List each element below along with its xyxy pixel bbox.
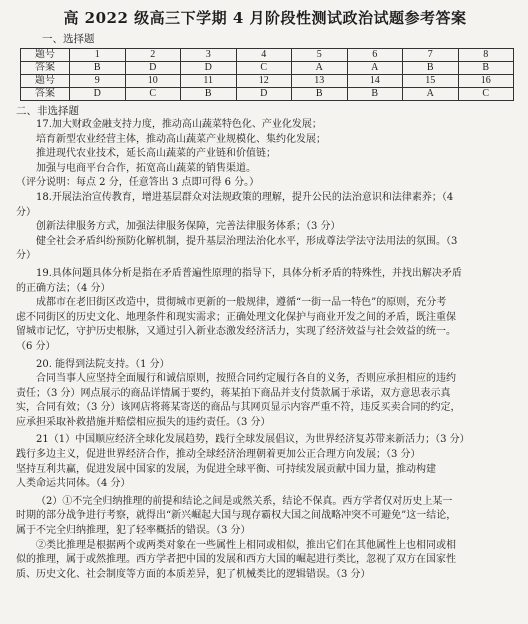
answer-line: 似的推理，属于或然推理。西方学者把中国的发展和西方大国的崛起进行类比，忽视了双方在国家性 [16,554,456,566]
answer-table-cell: 6 [347,49,403,62]
answer-table [20,48,514,101]
answer-table-header-cell: 答案 [21,88,70,101]
answer-table-cell: C [125,88,181,101]
answer-table-cell: D [236,88,292,101]
answer-line: 践行多边主义，促进世界经济合作，推动全球经济治理朝着更加公正合理方向发展；（3 分） [16,449,421,461]
answer-table-cell: 9 [70,75,126,88]
answer-table-cell: C [236,62,292,75]
answer-table-row [21,88,514,101]
answer-table-cell: D [125,62,181,75]
answer-line: 加强与电商平台合作，拓宽高山蔬菜的销售渠道。 [36,162,256,174]
answer-line: （2）①不完全归纳推理的前提和结论之间是或然关系，结论不保真。西方学者仅对历史上某一 [36,495,453,507]
answer-line: ②类比推理是根据两个或两类对象在一些属性上相同或相似，推出它们在其他属性上也相同或相 [36,539,456,551]
answer-table-cell: B [70,62,126,75]
answer-table-cell: 10 [125,75,181,88]
answer-table-cell: C [458,88,514,101]
answer-line: 21（1）中国顺应经济全球化发展趋势，践行全球发展倡议，为世界经济复苏带来新活力；（3 分） [36,434,470,446]
answer-table-cell: A [403,88,459,101]
answer-line: 责任；（3 分）网点展示的商品详情属于要约，蒋某拍下商品并支付货款属于承诺，双方意思表示真 [16,387,451,399]
answer-line: 属于不完全归纳推理，犯了轻率概括的错误。（3 分） [16,525,251,537]
answer-table-header-cell: 题号 [21,49,70,62]
answer-body [16,118,514,582]
answer-table-cell: D [181,62,237,75]
answer-line: 20. 能得到法院支持。（1 分） [36,358,170,370]
answer-table-cell: 3 [181,49,237,62]
answer-table-header-cell: 答案 [21,62,70,75]
answer-table-cell: 1 [70,49,126,62]
answer-line: 分） [16,206,36,218]
answer-table-row [21,49,514,62]
answer-table-cell: A [347,62,403,75]
answer-line: 人类命运共同体。（4 分） [16,478,131,490]
answer-table-cell: B [292,88,348,101]
answer-table-cell: 12 [236,75,292,88]
answer-table-cell: 13 [292,75,348,88]
answer-line: 18.开展法治宣传教育，增进基层群众对法规政策的理解，提升公民的法治意识和法律素养；（4 [36,191,454,203]
answer-line: 健全社会矛盾纠纷预防化解机制，提升基层治理法治化水平，形成尊法学法守法用法的氛围。（3 [36,235,458,247]
page-title: 高 2022 级高三下学期 4 月阶段性测试政治试题参考答案 [63,9,467,27]
answer-line: 创新法律服务方式，加强法律服务保障，完善法律服务体系；（3 分） [36,221,341,233]
answer-table-row [21,75,514,88]
answer-table-cell: 11 [181,75,237,88]
answer-line: 实，合同有效；（3 分）该网店将蒋某寄送的商品与其网页显示内容严重不符，违反买卖合同的约定， [16,402,461,414]
answer-line: 虑不同街区的历史文化、地理条件和现实需求；正确处理文化保护与商业开发之间的矛盾，既注重保 [16,311,456,323]
answer-line: 成都市在老旧街区改造中，贯彻城市更新的一般规律，遵循“一街一品一特色”的原则，充分考 [36,297,447,309]
answer-line: 坚持互利共赢，促进发展中国家的发展，为促进全球平衡、可持续发展贡献中国力量，推动构建 [16,463,436,475]
answer-table-cell: 5 [292,49,348,62]
answer-line: 推进现代农业技术，延长高山蔬菜的产业链和价值链； [36,148,276,160]
answer-line: 培育新型农业经营主体，推动高山蔬菜产业规模化、集约化发展； [36,133,326,145]
answer-line: （评分说明：每点 2 分，任意答出 3 点即可得 6 分。） [16,177,260,189]
answer-line: 时期的部分战争进行考察，就得出“新兴崛起大国与现存霸权大国之间战略冲突不可避免”这一结论， [16,510,457,522]
answer-table-cell: 4 [236,49,292,62]
answer-line: 17.加大财政金融支持力度，推动高山蔬菜特色化、产业化发展； [36,119,322,130]
answer-line: 合同当事人应坚持全面履行和诚信原则，按照合同约定履行各自的义务，否则应承担相应的违约 [36,373,456,385]
answer-line: 19.具体问题具体分析是指在矛盾普遍性原理的指导下，具体分析矛盾的特殊性，并找出解决矛盾 [36,267,462,279]
answer-table-cell: B [403,62,459,75]
answer-line: （6 分） [16,340,56,352]
answer-table-cell: 8 [458,49,514,62]
answer-table-cell: 14 [347,75,403,88]
answer-line: 应承担采取补救措施并赔偿相应损失的违约责任。（3 分） [16,416,271,428]
answer-line: 留城市记忆，守护历史根脉，又通过引入新业态激发经济活力，实现了经济效益与社会效益的统一。 [16,326,456,338]
answer-table-cell: 16 [458,75,514,88]
answer-table-cell: B [347,88,403,101]
answer-line: 的正确方法；（4 分） [16,282,111,294]
answer-table-row [21,62,514,75]
answer-table-cell: 7 [403,49,459,62]
section-heading-nonchoice: 二、非选择题 [16,105,79,117]
answer-table-cell: B [181,88,237,101]
answer-table-cell: D [70,88,126,101]
answer-table-cell: 2 [125,49,181,62]
answer-table-cell: A [292,62,348,75]
answer-table-cell: B [458,62,514,75]
answer-table-cell: 15 [403,75,459,88]
answer-line: 分） [16,250,36,262]
answer-table-header-cell: 题号 [21,75,70,88]
answer-line: 质、历史文化、社会制度等方面的本质差异，犯了机械类比的逻辑错误。（3 分） [16,568,371,580]
section-heading-choice: 一、选择题 [42,33,95,45]
